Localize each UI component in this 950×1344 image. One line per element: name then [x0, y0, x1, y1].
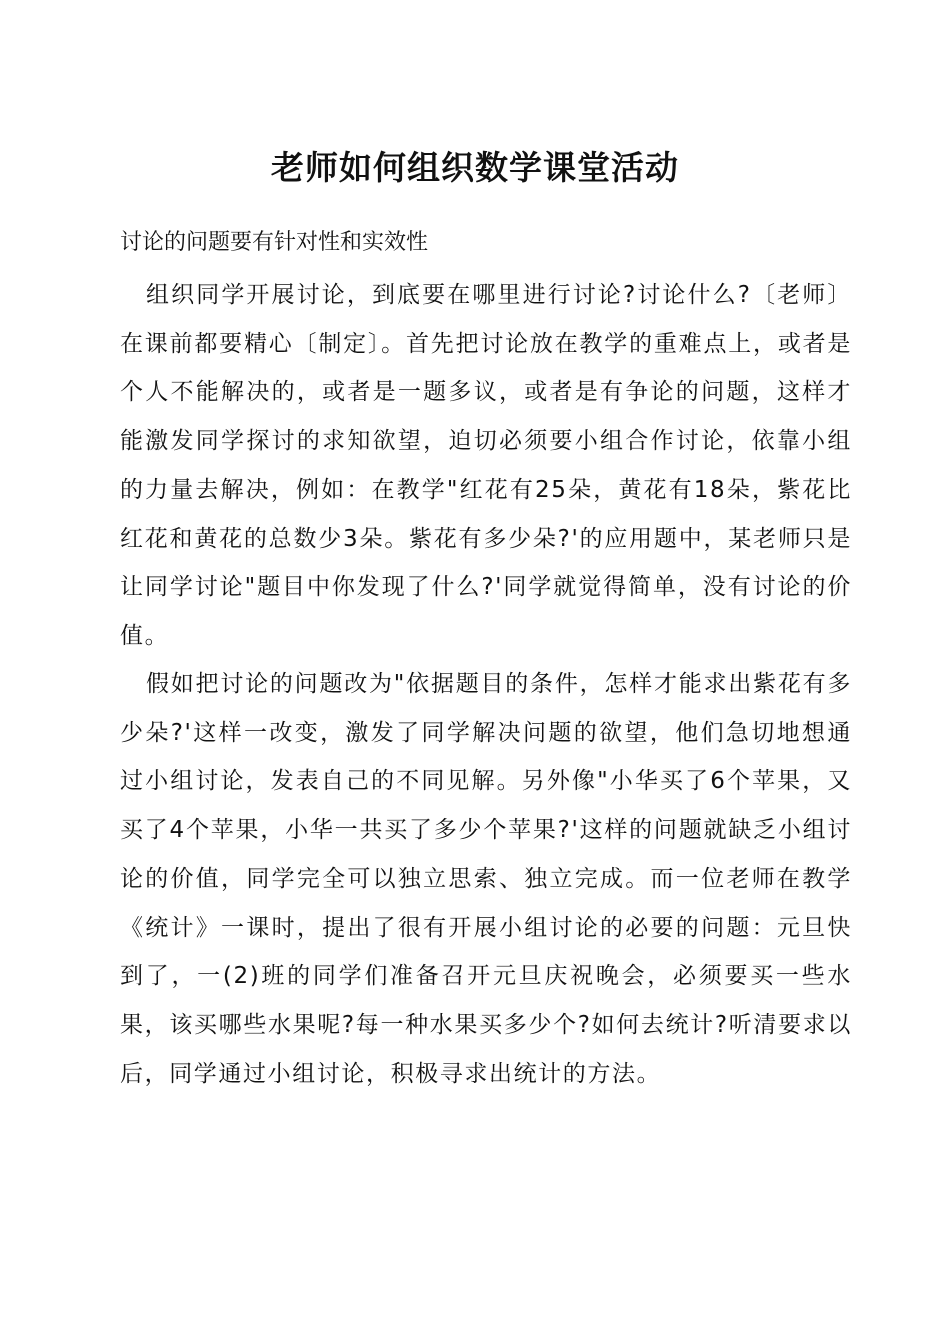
- paragraph: 组织同学开展讨论，到底要在哪里进行讨论?讨论什么?〔老师〕在课前都要精心〔制定〕。首先把讨论放在教学的重难点上，或者是个人不能解决的，或者是一题多议，或者是有争论的问题，这样才能激发同学探讨的求知欲望，迫切必须要小组合作讨论，依靠小组的力量去解决，例如：在教学"红花有25朵，黄花有18朵，紫花比红花和黄花的总数少3朵。紫花有多少朵?'的应用题中，某老师只是让同学讨论"题目中你发现了什么?'同学就觉得简单，没有讨论的价值。: [120, 282, 852, 649]
- section-heading: 讨论的问题要有针对性和实效性: [120, 230, 429, 255]
- document-title: 老师如何组织数学课堂活动: [271, 148, 679, 187]
- paragraph: 假如把讨论的问题改为"依据题目的条件，怎样才能求出紫花有多少朵?'这样一改变，激发了同学解决问题的欲望，他们急切地想通过小组讨论，发表自己的不同见解。另外像"小华买了6个苹果，又买了4个苹果，小华一共买了多少个苹果?'这样的问题就缺乏小组讨论的价值，同学完全可以独立思索、独立完成。而一位老师在教学《统计》一课时，提出了很有开展小组讨论的必要的问题：元旦快到了，一(2)班的同学们准备召开元旦庆祝晚会，必须要买一些水果，该买哪些水果呢?每一种水果买多少个?如何去统计?听清要求以后，同学通过小组讨论，积极寻求出统计的方法。: [120, 671, 852, 1087]
